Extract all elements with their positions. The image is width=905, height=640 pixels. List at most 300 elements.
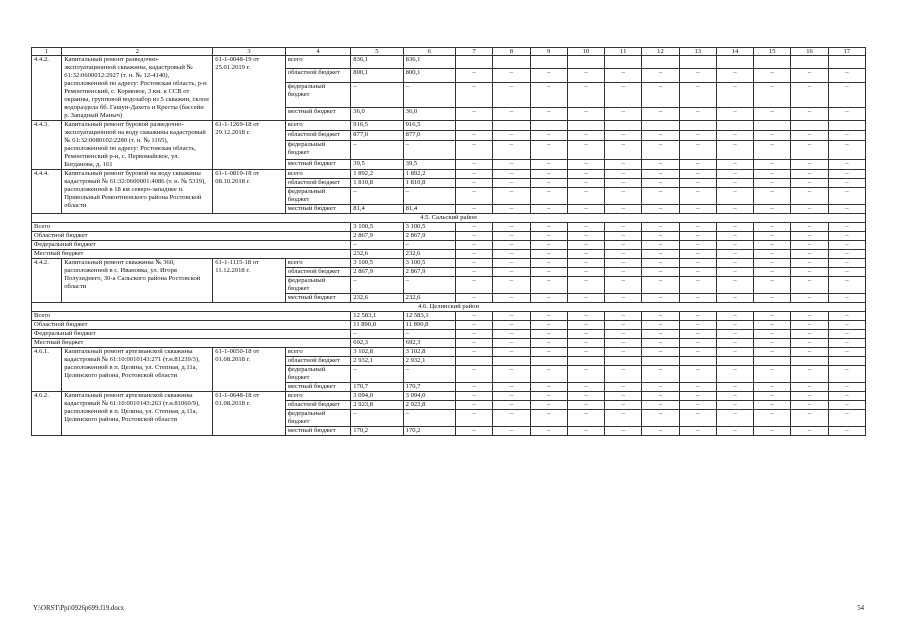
column-number: 17 (828, 48, 865, 56)
value-cell: – (493, 427, 530, 436)
file-path: Y:\ORST\Ppi\0926p699.f19.docx (33, 605, 125, 612)
value-cell: – (828, 131, 865, 141)
value-cell: 836,1 (351, 56, 403, 69)
value-cell: 232,6 (351, 250, 403, 259)
value-cell: – (642, 321, 679, 330)
value-cell: – (530, 170, 567, 179)
funding-source: федеральный бюджет (285, 188, 350, 205)
value-cell (791, 56, 828, 69)
value-cell: – (716, 241, 753, 250)
value-cell: – (530, 348, 567, 357)
value-cell: – (351, 277, 403, 294)
value-cell: – (754, 188, 791, 205)
value-cell (716, 121, 753, 131)
value-cell (456, 121, 493, 131)
column-number: 8 (493, 48, 530, 56)
value-cell: – (754, 321, 791, 330)
value-cell: 916,5 (403, 121, 455, 131)
item-description: Капитальный ремонт разведочно-эксплуатационной скважины, кадастровый № 61:32:0600012:2927 (т. н. № 12-4140), расположенной по адресу: Ростовская область, р-н Ремонтненский, с. Кормовое, 3 км. к ССВ от окраины, групповой водозабор из 5 скважин, склон водораздела бб. Гашун-Дахета и Кресты (бассейн р. Западный Маныч) (62, 56, 213, 121)
value-cell: – (567, 82, 604, 107)
value-cell: – (567, 294, 604, 303)
value-cell: – (456, 69, 493, 82)
value-cell: – (456, 250, 493, 259)
value-cell: 36,0 (351, 107, 403, 120)
value-cell: – (828, 366, 865, 383)
value-cell: – (754, 131, 791, 141)
value-cell: – (351, 241, 403, 250)
value-cell: – (679, 330, 716, 339)
value-cell: – (642, 330, 679, 339)
value-cell: – (754, 312, 791, 321)
value-cell: – (828, 232, 865, 241)
value-cell: – (456, 223, 493, 232)
value-cell: – (791, 321, 828, 330)
value-cell: – (530, 159, 567, 169)
value-cell: – (716, 383, 753, 392)
value-cell: – (791, 277, 828, 294)
funding-source: федеральный бюджет (285, 410, 350, 427)
value-cell: – (791, 188, 828, 205)
value-cell (754, 56, 791, 69)
total-label: Местный бюджет (32, 339, 351, 348)
value-cell: – (642, 159, 679, 169)
value-cell: 2 932,1 (403, 357, 455, 366)
value-cell: 2 867,9 (403, 268, 455, 277)
value-cell: – (679, 294, 716, 303)
total-label: Местный бюджет (32, 250, 351, 259)
value-cell: – (828, 259, 865, 268)
value-cell: – (828, 410, 865, 427)
value-cell: – (605, 348, 642, 357)
value-cell: – (493, 339, 530, 348)
value-cell: – (403, 188, 455, 205)
value-cell: – (716, 188, 753, 205)
value-cell (567, 121, 604, 131)
value-cell: – (567, 188, 604, 205)
value-cell: – (351, 141, 403, 160)
value-cell: 692,3 (351, 339, 403, 348)
value-cell: – (493, 321, 530, 330)
value-cell: – (530, 188, 567, 205)
value-cell: – (530, 268, 567, 277)
value-cell: – (567, 69, 604, 82)
value-cell: – (530, 401, 567, 410)
table-row (32, 392, 866, 401)
table-row (32, 56, 866, 69)
district-total-row (32, 339, 866, 348)
value-cell (679, 357, 716, 366)
value-cell: – (791, 268, 828, 277)
registration-number: 61-1-0819-18 от 08.10.2018 г. (213, 170, 286, 214)
value-cell: – (605, 82, 642, 107)
value-cell: – (642, 366, 679, 383)
value-cell: – (716, 107, 753, 120)
value-cell: – (456, 294, 493, 303)
value-cell: – (828, 294, 865, 303)
district-title-row (32, 214, 866, 223)
value-cell: – (716, 131, 753, 141)
value-cell (530, 121, 567, 131)
value-cell: – (791, 410, 828, 427)
value-cell: – (530, 107, 567, 120)
value-cell: – (642, 383, 679, 392)
value-cell: 836,1 (403, 56, 455, 69)
value-cell: – (493, 259, 530, 268)
value-cell: – (605, 131, 642, 141)
value-cell: – (530, 223, 567, 232)
value-cell: – (679, 348, 716, 357)
value-cell: – (679, 188, 716, 205)
value-cell: – (716, 232, 753, 241)
value-cell: – (828, 205, 865, 214)
item-number: 4.4.3. (32, 121, 62, 170)
value-cell: – (493, 312, 530, 321)
value-cell (791, 357, 828, 366)
value-cell: – (828, 223, 865, 232)
value-cell: – (605, 410, 642, 427)
value-cell: – (456, 348, 493, 357)
value-cell: 3 094,0 (351, 392, 403, 401)
value-cell (493, 357, 530, 366)
column-number: 3 (213, 48, 286, 56)
funding-source: областной бюджет (285, 357, 350, 366)
value-cell: – (679, 131, 716, 141)
value-cell: 170,2 (403, 427, 455, 436)
value-cell: – (530, 259, 567, 268)
value-cell: – (567, 427, 604, 436)
value-cell: – (642, 223, 679, 232)
value-cell (642, 357, 679, 366)
value-cell: – (456, 241, 493, 250)
value-cell: 3 100,5 (403, 223, 455, 232)
value-cell (716, 357, 753, 366)
value-cell: – (530, 392, 567, 401)
funding-source: федеральный бюджет (285, 277, 350, 294)
value-cell: – (754, 348, 791, 357)
value-cell: – (530, 277, 567, 294)
value-cell: – (679, 383, 716, 392)
value-cell: – (754, 427, 791, 436)
value-cell: – (679, 321, 716, 330)
value-cell: – (567, 170, 604, 179)
item-description: Капитальный ремонт буровой на воду скважины кадастровый № 61:32:0600001:4086 (т. н. № 5319), расположенной в 18 км северо-западнее п. Привольный Ремонтненского района Ростовской области (62, 170, 213, 214)
item-number: 4.6.2. (32, 392, 62, 436)
value-cell: – (828, 348, 865, 357)
value-cell: – (754, 205, 791, 214)
funding-source: местный бюджет (285, 107, 350, 120)
value-cell: – (716, 392, 753, 401)
value-cell: – (754, 179, 791, 188)
value-cell: – (791, 131, 828, 141)
value-cell: – (456, 131, 493, 141)
value-cell: – (605, 268, 642, 277)
value-cell: – (679, 159, 716, 169)
value-cell: – (679, 241, 716, 250)
column-number: 2 (62, 48, 213, 56)
value-cell: – (716, 141, 753, 160)
value-cell: – (791, 170, 828, 179)
value-cell: – (642, 188, 679, 205)
value-cell: – (605, 259, 642, 268)
value-cell: – (605, 107, 642, 120)
value-cell: – (403, 277, 455, 294)
value-cell: – (605, 277, 642, 294)
value-cell: 81,4 (351, 205, 403, 214)
value-cell: – (716, 321, 753, 330)
value-cell: – (828, 159, 865, 169)
registration-number: 61-1-0650-18 от 01.08.2018 г. (213, 348, 286, 392)
value-cell: 39,5 (351, 159, 403, 169)
value-cell: – (754, 259, 791, 268)
value-cell: – (791, 312, 828, 321)
value-cell: 916,5 (351, 121, 403, 131)
value-cell: – (716, 348, 753, 357)
value-cell (567, 357, 604, 366)
item-number: 4.4.2. (32, 56, 62, 121)
funding-source: местный бюджет (285, 159, 350, 169)
value-cell: – (456, 82, 493, 107)
value-cell: – (754, 232, 791, 241)
value-cell: – (567, 131, 604, 141)
value-cell: – (530, 330, 567, 339)
value-cell: – (791, 392, 828, 401)
value-cell: – (791, 330, 828, 339)
value-cell: – (791, 401, 828, 410)
value-cell: – (828, 321, 865, 330)
table-row (32, 348, 866, 357)
value-cell: – (493, 348, 530, 357)
value-cell: 1 892,2 (403, 170, 455, 179)
total-label: Федеральный бюджет (32, 241, 351, 250)
value-cell: 170,7 (403, 383, 455, 392)
value-cell: – (642, 179, 679, 188)
value-cell: – (493, 170, 530, 179)
value-cell: – (716, 250, 753, 259)
value-cell: – (642, 401, 679, 410)
value-cell: – (530, 69, 567, 82)
value-cell: – (828, 268, 865, 277)
value-cell: – (456, 205, 493, 214)
value-cell: – (791, 69, 828, 82)
item-description: Капитальный ремонт артезианской скважины кадастровый № 61:10:0010143:263 (т.н.81060/9), расположенной в п. Целина, ул. Степная, д.11а, Целинского района, Ростовской области (62, 392, 213, 436)
funding-source: областной бюджет (285, 268, 350, 277)
value-cell: – (456, 277, 493, 294)
value-cell: – (716, 259, 753, 268)
total-label: Федеральный бюджет (32, 330, 351, 339)
value-cell: 39,5 (403, 159, 455, 169)
value-cell (828, 56, 865, 69)
value-cell: – (493, 250, 530, 259)
value-cell (679, 56, 716, 69)
value-cell: – (642, 131, 679, 141)
value-cell: 2 923,8 (351, 401, 403, 410)
value-cell: – (530, 312, 567, 321)
value-cell: – (642, 232, 679, 241)
value-cell: – (791, 427, 828, 436)
value-cell (530, 56, 567, 69)
value-cell: – (456, 232, 493, 241)
value-cell: – (605, 250, 642, 259)
value-cell (642, 121, 679, 131)
value-cell: 2 932,1 (351, 357, 403, 366)
value-cell: – (456, 170, 493, 179)
value-cell: – (828, 82, 865, 107)
column-number: 12 (642, 48, 679, 56)
item-number: 4.4.2. (32, 259, 62, 303)
value-cell: – (716, 268, 753, 277)
value-cell: – (456, 268, 493, 277)
value-cell: – (754, 401, 791, 410)
table-row (32, 170, 866, 179)
value-cell: – (791, 223, 828, 232)
value-cell: – (567, 348, 604, 357)
value-cell: – (679, 366, 716, 383)
value-cell (828, 357, 865, 366)
value-cell: – (493, 366, 530, 383)
value-cell: 877,0 (351, 131, 403, 141)
registration-number: 61-1-0048-19 от 25.01.2019 г. (213, 56, 286, 121)
funding-source: местный бюджет (285, 205, 350, 214)
value-cell: – (493, 223, 530, 232)
value-cell: – (567, 277, 604, 294)
value-cell: – (456, 383, 493, 392)
value-cell: – (791, 179, 828, 188)
item-description: Капитальный ремонт скважины № 360, расположенной в с. Ивановка, ул. Игоря Полузиднего, 30-а Сальского района Ростовской области (62, 259, 213, 303)
value-cell: – (828, 330, 865, 339)
value-cell: – (828, 401, 865, 410)
value-cell: – (493, 383, 530, 392)
funding-source: всего (285, 170, 350, 179)
value-cell: – (791, 294, 828, 303)
value-cell: – (642, 294, 679, 303)
value-cell: – (642, 268, 679, 277)
value-cell: – (605, 312, 642, 321)
value-cell: – (605, 392, 642, 401)
value-cell: – (530, 131, 567, 141)
column-number: 1 (32, 48, 62, 56)
value-cell: – (493, 330, 530, 339)
value-cell: – (493, 241, 530, 250)
value-cell: – (567, 383, 604, 392)
value-cell: – (493, 401, 530, 410)
value-cell: – (679, 392, 716, 401)
value-cell: – (642, 250, 679, 259)
value-cell: 3 100,5 (351, 223, 403, 232)
value-cell: – (828, 188, 865, 205)
value-cell: 36,0 (403, 107, 455, 120)
value-cell: – (754, 410, 791, 427)
column-number: 4 (285, 48, 350, 56)
value-cell: 12 583,1 (351, 312, 403, 321)
funding-source: областной бюджет (285, 179, 350, 188)
value-cell: – (493, 179, 530, 188)
value-cell: – (828, 312, 865, 321)
value-cell: – (791, 348, 828, 357)
value-cell: – (493, 141, 530, 160)
value-cell: – (403, 410, 455, 427)
value-cell: – (456, 339, 493, 348)
value-cell: – (351, 410, 403, 427)
value-cell: – (642, 392, 679, 401)
value-cell (567, 56, 604, 69)
value-cell: – (351, 82, 403, 107)
value-cell: – (456, 107, 493, 120)
value-cell: – (642, 410, 679, 427)
column-number: 6 (403, 48, 455, 56)
value-cell: – (456, 159, 493, 169)
district-title: 4.5. Сальский район (32, 214, 866, 223)
value-cell: – (493, 69, 530, 82)
value-cell: – (791, 241, 828, 250)
value-cell: – (403, 330, 455, 339)
funding-source: всего (285, 392, 350, 401)
value-cell: – (642, 205, 679, 214)
value-cell: – (679, 82, 716, 107)
value-cell: – (679, 141, 716, 160)
value-cell: – (754, 141, 791, 160)
item-description: Капитальный ремонт артезианской скважины кадастровый № 61:10:0010143:271 (т.н.81239/3), расположенной в п. Целина, ул. Степная, д.11а, Целинского района, Ростовской области (62, 348, 213, 392)
district-total-row (32, 223, 866, 232)
value-cell: – (791, 141, 828, 160)
value-cell: – (642, 170, 679, 179)
value-cell: 11 890,8 (351, 321, 403, 330)
column-number: 10 (567, 48, 604, 56)
value-cell: – (605, 188, 642, 205)
value-cell: – (605, 170, 642, 179)
value-cell: – (605, 427, 642, 436)
value-cell: – (567, 223, 604, 232)
value-cell: – (828, 107, 865, 120)
item-number: 4.6.1. (32, 348, 62, 392)
value-cell: – (567, 159, 604, 169)
value-cell: – (493, 205, 530, 214)
value-cell: – (456, 312, 493, 321)
funding-source: федеральный бюджет (285, 82, 350, 107)
value-cell: 232,6 (403, 250, 455, 259)
total-label: Всего (32, 312, 351, 321)
value-cell: – (679, 259, 716, 268)
value-cell: – (828, 277, 865, 294)
funding-source: областной бюджет (285, 69, 350, 82)
value-cell: – (716, 170, 753, 179)
funding-source: всего (285, 348, 350, 357)
value-cell: – (493, 188, 530, 205)
value-cell: – (791, 82, 828, 107)
value-cell: – (716, 339, 753, 348)
value-cell: – (403, 366, 455, 383)
value-cell: – (679, 401, 716, 410)
value-cell: – (493, 268, 530, 277)
column-number: 9 (530, 48, 567, 56)
value-cell (754, 357, 791, 366)
district-total-row (32, 250, 866, 259)
registration-number: 61-1-1269-18 от 29.12.2018 г. (213, 121, 286, 170)
value-cell: – (791, 107, 828, 120)
value-cell: – (605, 141, 642, 160)
value-cell: – (567, 107, 604, 120)
value-cell: – (567, 241, 604, 250)
value-cell: – (754, 241, 791, 250)
district-total-row (32, 312, 866, 321)
funding-source: всего (285, 121, 350, 131)
value-cell: – (403, 82, 455, 107)
value-cell: – (828, 383, 865, 392)
value-cell: – (530, 339, 567, 348)
value-cell: – (493, 107, 530, 120)
value-cell: – (493, 232, 530, 241)
value-cell: – (716, 82, 753, 107)
value-cell: – (716, 69, 753, 82)
